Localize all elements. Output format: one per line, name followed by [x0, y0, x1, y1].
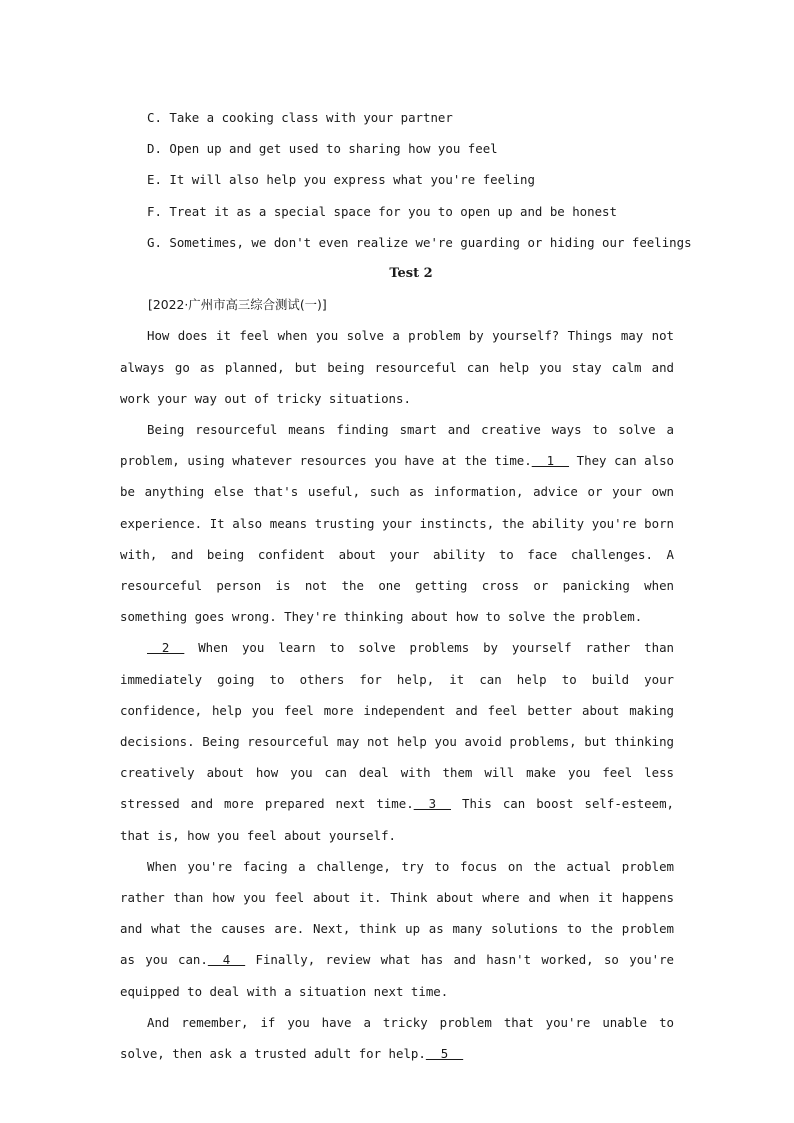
paragraph-2-text-a: Being resourceful means finding smart and creative ways to solve a problem, using whatever resources you have at the time. — [120, 422, 674, 469]
option-f: F. Treat it as a special space for you to open up and be honest — [147, 203, 617, 219]
paragraph-2-text-b: They can also be anything else that's useful, such as information, advice or your own experience. It also means trusting your instincts, the ability you're born with, and being confident about your ability to face challenges. A resourceful person is not the one getting cross or panicking when something goes wrong. They're thinking about how to solve the problem. — [120, 453, 675, 625]
paragraph-1-text: How does it feel when you solve a problem by yourself? Things may not always go as planned, but being resourceful can help you stay calm and work your way out of tricky situations. — [120, 328, 674, 406]
paragraph-5 — [120, 1007, 674, 1069]
blank-2: 2 — [147, 640, 185, 656]
paragraph-3-text-a: When you learn to solve problems by yourself rather than immediately going to others for help, it can help to build your confidence, help you feel more independent and feel better about making decisions. Being resourceful may not help you avoid problems, but thinking creatively about how you can deal with them will make you feel less stressed and more prepared next time. — [120, 640, 674, 812]
option-d: D. Open up and get used to sharing how you feel — [147, 141, 498, 157]
paragraph-4-text-b: Finally, review what has and hasn't worked, so you're equipped to deal with a situation next time. — [120, 952, 674, 999]
paragraph-3-text-b: This can boost self-esteem, that is, how you feel about yourself. — [120, 796, 675, 843]
option-e: E. It will also help you express what you're feeling — [147, 172, 535, 188]
paragraph-1 — [120, 320, 674, 414]
option-g: G. Sometimes, we don't even realize we're guarding or hiding our feelings — [147, 234, 692, 250]
option-c: C. Take a cooking class with your partner — [147, 110, 453, 125]
test-title: Test 2 — [389, 266, 433, 282]
exam-source: [2022·广州市高三综合测试(一)] — [148, 297, 327, 313]
paragraph-5-text: And remember, if you have a tricky problem that you're unable to solve, then ask a trusted adult for help. — [120, 1014, 674, 1062]
document-content — [120, 102, 692, 1069]
blank-4: 4 — [207, 952, 246, 968]
blank-5: 5 — [425, 1046, 464, 1062]
blank-3: 3 — [413, 796, 451, 812]
paragraph-4 — [120, 851, 674, 1007]
paragraph-4-text-a: When you're facing a challenge, try to focus on the actual problem rather than how you feel about it. Think about where and when it happens and what the causes are. Next, think up as many solutions to the problem as you can. — [120, 858, 674, 968]
paragraph-3 — [120, 632, 674, 850]
blank-1: 1 — [531, 453, 570, 469]
paragraph-2 — [120, 414, 674, 632]
